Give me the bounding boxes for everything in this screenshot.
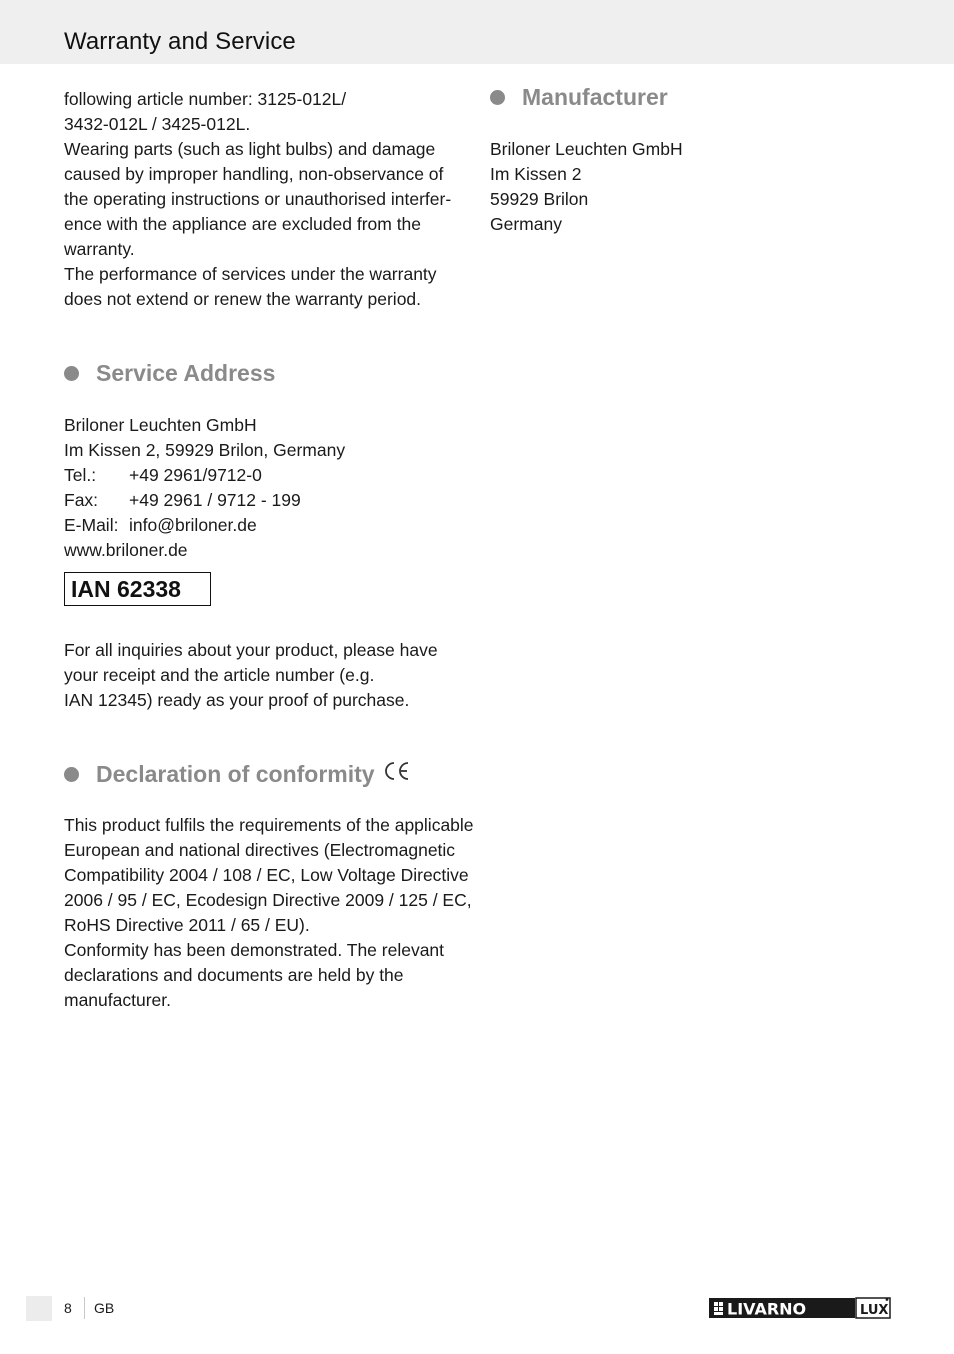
fax-label: Fax: — [64, 490, 99, 510]
bullet-icon — [490, 90, 505, 105]
page-number: 8 — [64, 1300, 72, 1316]
warranty-paragraph — [64, 87, 464, 312]
text-line: IAN 12345) ready as your proof of purchase. — [64, 690, 410, 710]
livarno-lux-logo — [709, 1296, 891, 1325]
conformity-heading — [64, 760, 411, 788]
text-line: The performance of services under the warranty — [64, 264, 437, 284]
service-fax-row — [64, 488, 464, 513]
text-line: Wearing parts (such as light bulbs) and damage — [64, 139, 436, 159]
text-line: caused by improper handling, non-observance of — [64, 164, 444, 184]
text-line: RoHS Directive 2011 / 65 / EU). — [64, 915, 310, 935]
text-line: the operating instructions or unauthorised interfer- — [64, 189, 452, 209]
service-tel-row — [64, 463, 464, 488]
bullet-icon — [64, 366, 79, 381]
text-line: Compatibility 2004 / 108 / EC, Low Voltage Directive — [64, 865, 469, 885]
tel-value: +49 2961/9712-0 — [129, 465, 262, 485]
service-address-heading — [64, 360, 275, 387]
service-email-row — [64, 513, 464, 538]
text-line: This product fulfils the requirements of the applicable — [64, 815, 474, 835]
manufacturer-address — [490, 137, 890, 237]
language-code: GB — [94, 1300, 115, 1316]
text-line: European and national directives (Electromagnetic — [64, 840, 456, 860]
text-line: following article number: 3125-012L/ — [64, 89, 347, 109]
bullet-icon — [64, 767, 79, 782]
fax-value: +49 2961 / 9712 - 199 — [129, 490, 301, 510]
tel-label: Tel.: — [64, 465, 97, 485]
ian-number-box: IAN 62338 — [64, 572, 211, 606]
conformity-paragraph — [64, 813, 474, 1013]
section-heading-text: Manufacturer — [522, 84, 668, 110]
email-value: info@briloner.de — [129, 515, 257, 535]
text-line: warranty. — [64, 239, 135, 259]
logo-sub-text: LUX — [860, 1303, 889, 1318]
section-heading-text: Declaration of conformity — [96, 760, 375, 787]
text-line: declarations and documents are held by the — [64, 965, 404, 985]
footer-divider — [84, 1297, 85, 1319]
logo-text: LIVARNO — [727, 1299, 807, 1319]
text-line: ence with the appliance are excluded from the — [64, 214, 422, 234]
manufacturer-heading — [490, 84, 668, 111]
section-heading-text: Service Address — [96, 360, 276, 386]
text-line: For all inquiries about your product, please have — [64, 640, 438, 660]
manufacturer-line: Briloner Leuchten GmbH — [490, 139, 683, 159]
page-title: Warranty and Service — [64, 28, 296, 55]
service-address-block — [64, 413, 464, 563]
ce-mark-icon — [383, 760, 411, 788]
email-label: E-Mail: — [64, 515, 119, 535]
inquiry-paragraph — [64, 638, 464, 713]
service-address: Im Kissen 2, 59929 Brilon, Germany — [64, 440, 346, 460]
text-line: your receipt and the article number (e.g. — [64, 665, 375, 685]
service-website: www.briloner.de — [64, 540, 188, 560]
text-line: manufacturer. — [64, 990, 171, 1010]
manufacturer-line: Im Kissen 2 — [490, 164, 582, 184]
service-company: Briloner Leuchten GmbH — [64, 415, 257, 435]
manufacturer-line: Germany — [490, 214, 562, 234]
text-line: 3432-012L / 3425-012L. — [64, 114, 251, 134]
text-line: does not extend or renew the warranty period. — [64, 289, 422, 309]
footer-marker — [26, 1296, 52, 1321]
manufacturer-line: 59929 Brilon — [490, 189, 589, 209]
text-line: 2006 / 95 / EC, Ecodesign Directive 2009 / 125 / EC, — [64, 890, 472, 910]
text-line: Conformity has been demonstrated. The relevant — [64, 940, 445, 960]
